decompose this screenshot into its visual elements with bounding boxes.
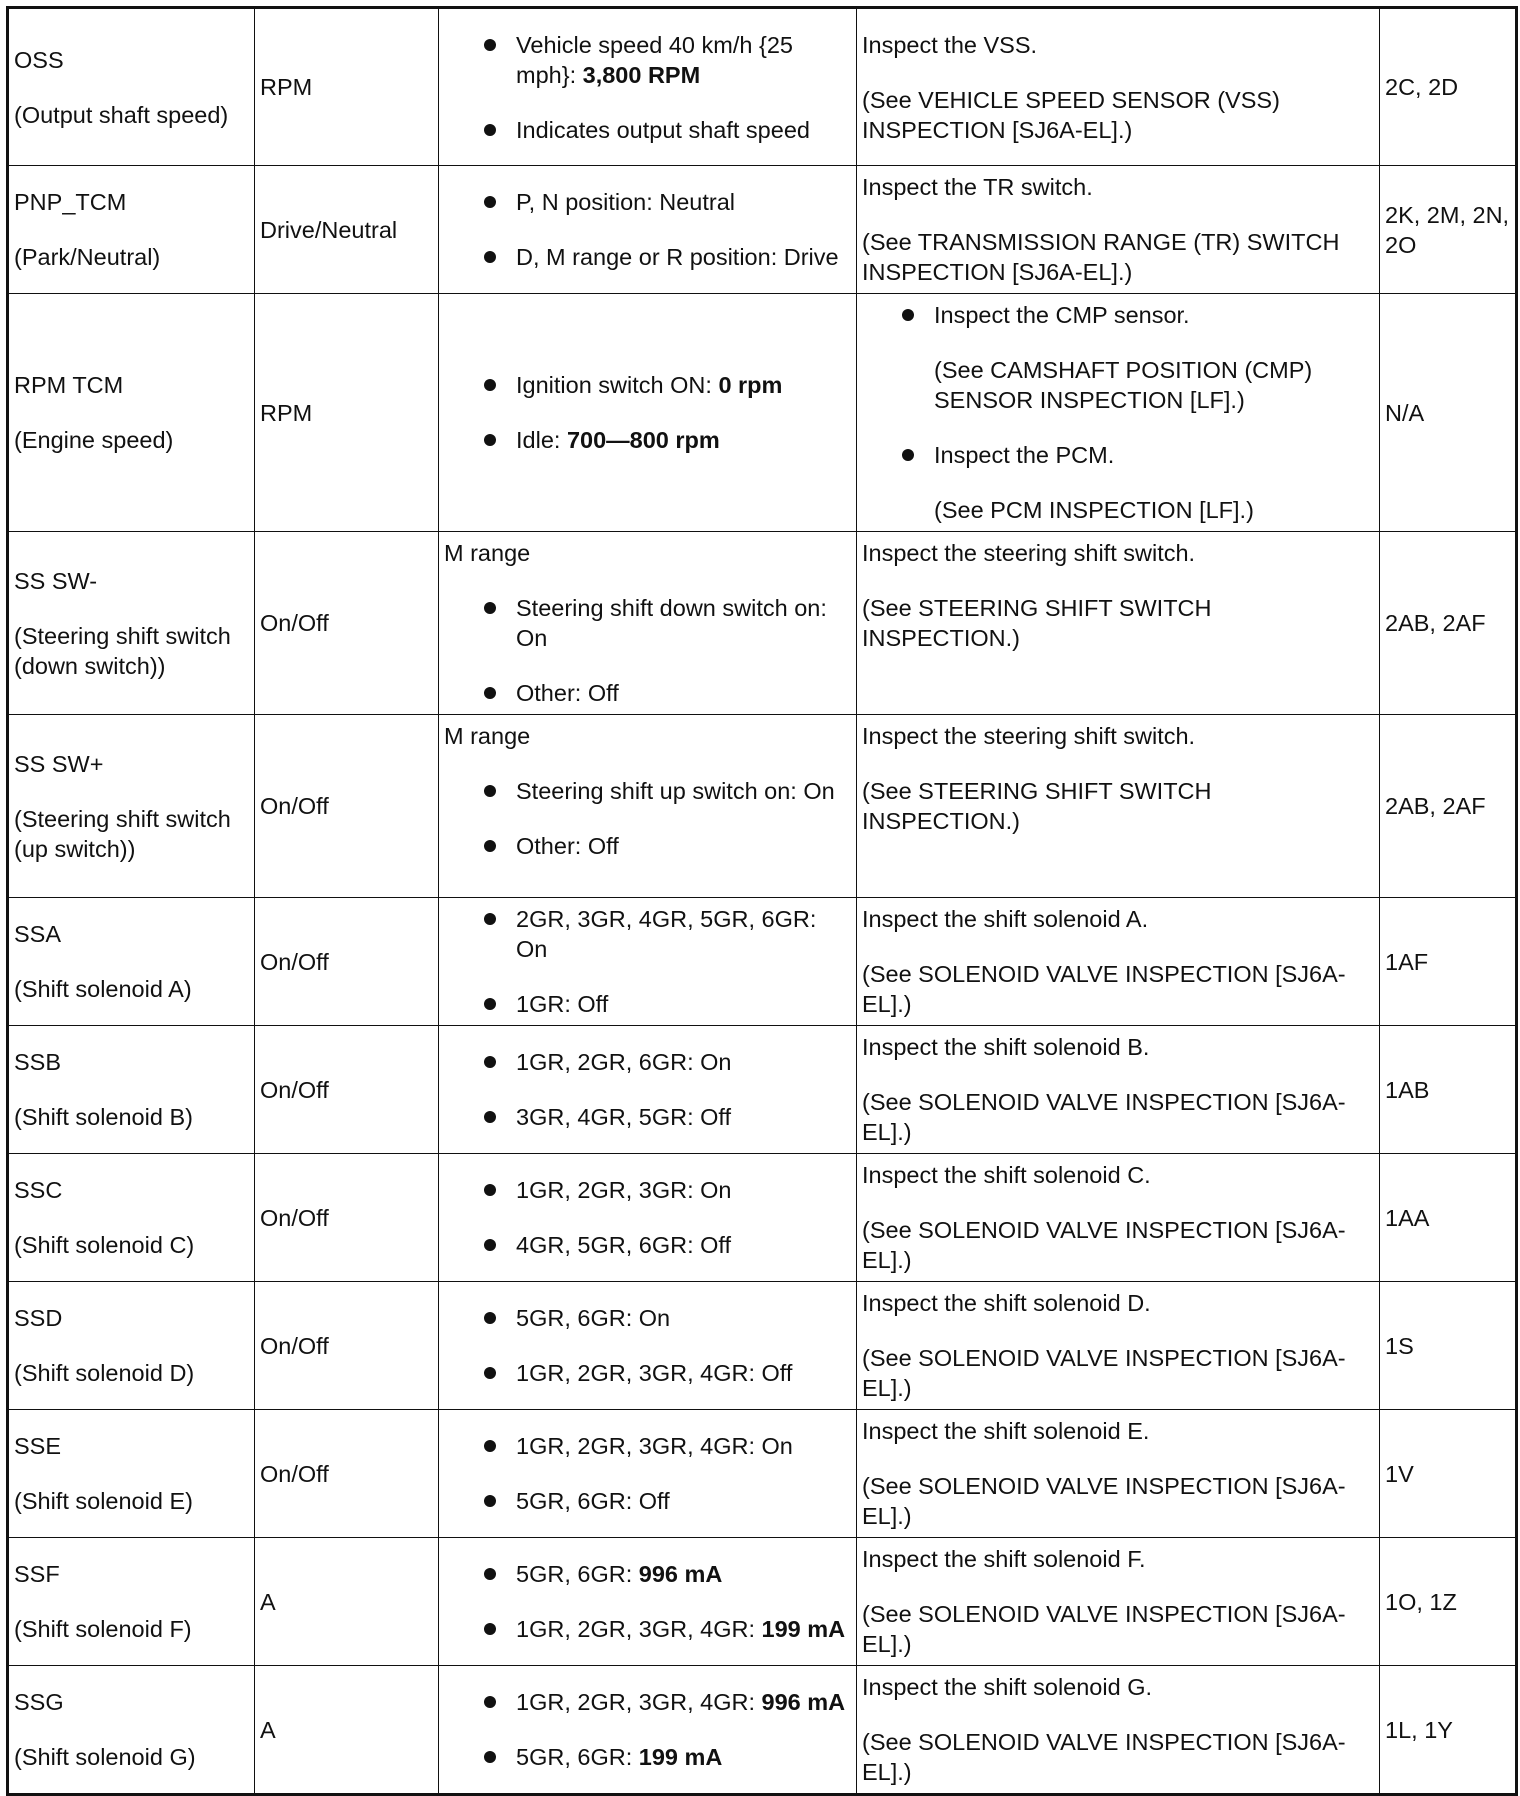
list-item [484, 1102, 851, 1132]
unit-cell: On/Off [255, 1026, 439, 1154]
item-name: SSE [14, 1433, 62, 1459]
range-text: 5GR, 6GR: [516, 1744, 639, 1770]
item-description: (Shift solenoid B) [14, 1104, 193, 1130]
list-item [484, 370, 851, 400]
range-text: 1GR, 2GR, 3GR, 4GR: Off [516, 1360, 793, 1386]
range-list [444, 776, 851, 861]
bullet-icon [484, 840, 496, 852]
item-cell [8, 166, 255, 294]
list-item [484, 1559, 851, 1589]
table-row [8, 1538, 1517, 1666]
item-cell [8, 898, 255, 1026]
bullet-icon [484, 1312, 496, 1324]
list-item [484, 1614, 851, 1644]
unit-cell: A [255, 1538, 439, 1666]
item-description: (Steering shift switch (up switch)) [14, 805, 231, 862]
inspection-cell [857, 1666, 1380, 1795]
range-cell [439, 1154, 857, 1282]
list-item [902, 300, 1374, 415]
range-cell [439, 1666, 857, 1795]
list-item [484, 1303, 851, 1333]
inspection-reference: (See SOLENOID VALVE INSPECTION [SJ6A-EL].) [862, 1601, 1346, 1657]
range-value: 3,800 RPM [582, 61, 701, 88]
bullet-icon [484, 602, 496, 614]
page [6, 6, 1515, 1796]
range-value: 0 rpm [718, 372, 783, 398]
bullet-icon [484, 39, 496, 51]
range-list [444, 370, 851, 455]
terminal-cell: 2AB, 2AF [1380, 715, 1517, 898]
list-item [484, 187, 851, 217]
list-item [484, 115, 851, 145]
terminal-cell: 1AB [1380, 1026, 1517, 1154]
item-description: (Output shaft speed) [14, 101, 229, 128]
table-row [8, 1154, 1517, 1282]
table-row [8, 8, 1517, 166]
item-description: (Park/Neutral) [14, 244, 161, 270]
item-name: RPM TCM [14, 372, 124, 398]
range-text: 1GR, 2GR, 3GR, 4GR: [516, 1616, 762, 1642]
list-item [484, 989, 851, 1019]
inspection-reference: (See STEERING SHIFT SWITCH INSPECTION.) [862, 778, 1212, 834]
item-cell [8, 8, 255, 166]
bullet-icon [484, 998, 496, 1010]
bullet-icon [484, 434, 496, 446]
inspection-reference: (See VEHICLE SPEED SENSOR (VSS) INSPECTION [SJ6A-EL].) [862, 86, 1280, 143]
inspection-text: Inspect the shift solenoid G. [862, 1674, 1152, 1700]
range-text: Vehicle speed 40 km/h {25 mph}: [516, 31, 793, 88]
range-value: 700—800 rpm [566, 427, 720, 453]
table-row [8, 294, 1517, 532]
range-text: D, M range or R position: Drive [516, 244, 839, 270]
list-item [484, 1230, 851, 1260]
range-intro: M range [444, 723, 531, 749]
range-cell [439, 294, 857, 532]
range-list [444, 30, 851, 145]
unit-cell: On/Off [255, 715, 439, 898]
table-row [8, 532, 1517, 715]
bullet-icon [484, 785, 496, 797]
inspection-cell [857, 715, 1380, 898]
unit-cell: RPM [255, 294, 439, 532]
item-cell [8, 1410, 255, 1538]
range-text: Indicates output shaft speed [516, 116, 810, 143]
item-cell [8, 1026, 255, 1154]
inspection-reference: (See SOLENOID VALVE INSPECTION [SJ6A-EL].) [862, 1089, 1346, 1145]
table-row [8, 1026, 1517, 1154]
list-item [484, 904, 851, 964]
list-item [484, 593, 851, 653]
range-text: 1GR, 2GR, 6GR: On [516, 1049, 732, 1075]
item-cell [8, 294, 255, 532]
range-text: Ignition switch ON: [516, 372, 719, 398]
inspection-text: Inspect the shift solenoid F. [862, 1546, 1146, 1572]
range-text: 4GR, 5GR, 6GR: Off [516, 1232, 732, 1258]
bullet-icon [484, 1239, 496, 1251]
table-row [8, 166, 1517, 294]
inspection-reference: (See TRANSMISSION RANGE (TR) SWITCH INSPECTION [SJ6A-EL].) [862, 229, 1340, 285]
range-list [444, 1175, 851, 1260]
inspection-reference: (See SOLENOID VALVE INSPECTION [SJ6A-EL].) [862, 1345, 1346, 1401]
list-item [484, 1687, 851, 1717]
range-value: 199 mA [761, 1616, 846, 1642]
inspection-text: Inspect the shift solenoid D. [862, 1290, 1151, 1316]
range-value: 199 mA [638, 1744, 723, 1770]
item-name: PNP_TCM [14, 189, 127, 215]
inspection-reference: (See SOLENOID VALVE INSPECTION [SJ6A-EL].) [862, 961, 1346, 1017]
item-name: SSC [14, 1177, 63, 1203]
inspection-reference: (See CAMSHAFT POSITION (CMP) SENSOR INSPECTION [LF].) [934, 357, 1313, 413]
item-description: (Shift solenoid A) [14, 976, 192, 1002]
item-description: (Steering shift switch (down switch)) [14, 622, 231, 679]
list-item [484, 1358, 851, 1388]
unit-cell: On/Off [255, 1282, 439, 1410]
inspection-text: Inspect the steering shift switch. [862, 723, 1196, 749]
inspection-text: Inspect the shift solenoid B. [862, 1034, 1150, 1060]
item-description: (Shift solenoid E) [14, 1488, 193, 1514]
terminal-cell: 2K, 2M, 2N, 2O [1380, 166, 1517, 294]
table-row [8, 1410, 1517, 1538]
list-item [484, 1047, 851, 1077]
range-text: 1GR, 2GR, 3GR, 4GR: [516, 1689, 762, 1715]
terminal-cell: 1AF [1380, 898, 1517, 1026]
range-cell [439, 1538, 857, 1666]
table-row [8, 715, 1517, 898]
bullet-icon [484, 1751, 496, 1763]
bullet-icon [484, 1495, 496, 1507]
terminal-cell: N/A [1380, 294, 1517, 532]
range-text: 1GR, 2GR, 3GR: On [516, 1177, 732, 1203]
range-text: 5GR, 6GR: [516, 1561, 639, 1587]
unit-cell: On/Off [255, 532, 439, 715]
unit-cell: A [255, 1666, 439, 1795]
unit-cell: RPM [255, 8, 439, 166]
unit-cell: On/Off [255, 1410, 439, 1538]
inspection-cell [857, 166, 1380, 294]
inspection-cell [857, 1154, 1380, 1282]
inspection-cell [857, 898, 1380, 1026]
range-list [444, 1559, 851, 1644]
unit-cell: On/Off [255, 898, 439, 1026]
item-name: SS SW+ [14, 750, 104, 777]
range-text: P, N position: Neutral [516, 189, 736, 215]
range-list [444, 593, 851, 708]
range-text: Steering shift up switch on: On [516, 778, 835, 804]
inspection-reference: (See SOLENOID VALVE INSPECTION [SJ6A-EL].) [862, 1217, 1346, 1273]
pid-inspection-table [6, 6, 1518, 1796]
terminal-cell: 1O, 1Z [1380, 1538, 1517, 1666]
item-name: SSA [14, 921, 62, 947]
inspection-text: Inspect the shift solenoid E. [862, 1418, 1150, 1444]
list-item [484, 1175, 851, 1205]
list-item [484, 425, 851, 455]
terminal-cell: 2AB, 2AF [1380, 532, 1517, 715]
inspection-text: Inspect the steering shift switch. [862, 540, 1196, 566]
item-description: (Shift solenoid D) [14, 1360, 195, 1386]
inspection-cell [857, 294, 1380, 532]
bullet-icon [484, 1696, 496, 1708]
list-item [902, 440, 1374, 525]
bullet-icon [902, 449, 914, 461]
list-item [484, 1742, 851, 1772]
range-cell [439, 532, 857, 715]
bullet-icon [484, 379, 496, 391]
range-text: 2GR, 3GR, 4GR, 5GR, 6GR: On [516, 906, 817, 962]
range-value: 996 mA [638, 1561, 723, 1587]
item-name: SS SW- [14, 567, 98, 594]
item-description: (Shift solenoid G) [14, 1744, 196, 1770]
inspection-cell [857, 1410, 1380, 1538]
list-item [484, 776, 851, 806]
list-item [484, 1431, 851, 1461]
bullet-icon [484, 1367, 496, 1379]
item-cell [8, 1282, 255, 1410]
range-list [444, 1687, 851, 1772]
range-cell [439, 715, 857, 898]
bullet-icon [484, 1184, 496, 1196]
range-list [444, 904, 851, 1019]
table-row [8, 1666, 1517, 1795]
item-name: SSB [14, 1049, 62, 1075]
bullet-icon [484, 913, 496, 925]
inspection-cell [857, 8, 1380, 166]
range-list [444, 1047, 851, 1132]
range-text: 5GR, 6GR: Off [516, 1488, 670, 1514]
range-list [444, 1431, 851, 1516]
terminal-cell: 1AA [1380, 1154, 1517, 1282]
range-cell [439, 166, 857, 294]
inspection-text: Inspect the VSS. [862, 31, 1038, 58]
item-name: SSF [14, 1561, 60, 1587]
list-item [484, 30, 851, 90]
inspection-cell [857, 1538, 1380, 1666]
unit-cell: Drive/Neutral [255, 166, 439, 294]
item-cell [8, 532, 255, 715]
range-text: 3GR, 4GR, 5GR: Off [516, 1104, 732, 1130]
inspection-text: Inspect the shift solenoid C. [862, 1162, 1151, 1188]
range-cell [439, 1026, 857, 1154]
range-cell [439, 1282, 857, 1410]
inspection-text: Inspect the PCM. [934, 442, 1115, 468]
inspection-list [862, 300, 1374, 525]
inspection-reference: (See SOLENOID VALVE INSPECTION [SJ6A-EL].) [862, 1729, 1346, 1785]
range-text: Idle: [516, 427, 567, 453]
item-description: (Engine speed) [14, 427, 174, 453]
bullet-icon [484, 1111, 496, 1123]
inspection-reference: (See PCM INSPECTION [LF].) [934, 497, 1254, 523]
range-text: 5GR, 6GR: On [516, 1305, 671, 1331]
bullet-icon [484, 1623, 496, 1635]
table-row [8, 898, 1517, 1026]
terminal-cell: 2C, 2D [1380, 8, 1517, 166]
range-text: 1GR: Off [516, 991, 609, 1017]
bullet-icon [484, 124, 496, 136]
inspection-cell [857, 1026, 1380, 1154]
range-text: 1GR, 2GR, 3GR, 4GR: On [516, 1433, 793, 1459]
bullet-icon [484, 1440, 496, 1452]
inspection-text: Inspect the shift solenoid A. [862, 906, 1149, 932]
inspection-cell [857, 532, 1380, 715]
item-description: (Shift solenoid F) [14, 1616, 192, 1642]
list-item [484, 831, 851, 861]
bullet-icon [484, 251, 496, 263]
inspection-reference: (See STEERING SHIFT SWITCH INSPECTION.) [862, 595, 1212, 651]
list-item [484, 242, 851, 272]
item-cell [8, 1666, 255, 1795]
range-list [444, 1303, 851, 1388]
bullet-icon [484, 1056, 496, 1068]
item-cell [8, 1538, 255, 1666]
item-name: SSD [14, 1305, 63, 1331]
item-cell [8, 1154, 255, 1282]
range-cell [439, 8, 857, 166]
range-intro: M range [444, 540, 531, 566]
bullet-icon [902, 309, 914, 321]
bullet-icon [484, 196, 496, 208]
range-text: Steering shift down switch on: On [516, 595, 827, 651]
range-value: 996 mA [761, 1689, 846, 1715]
bullet-icon [484, 1568, 496, 1580]
range-text: Other: Off [516, 833, 619, 859]
inspection-text: Inspect the TR switch. [862, 174, 1093, 200]
terminal-cell: 1L, 1Y [1380, 1666, 1517, 1795]
item-name: SSG [14, 1689, 64, 1715]
unit-cell: On/Off [255, 1154, 439, 1282]
list-item [484, 678, 851, 708]
item-cell [8, 715, 255, 898]
item-name: OSS [14, 46, 64, 73]
item-description: (Shift solenoid C) [14, 1232, 195, 1258]
range-cell [439, 1410, 857, 1538]
terminal-cell: 1S [1380, 1282, 1517, 1410]
inspection-text: Inspect the CMP sensor. [934, 302, 1190, 328]
table-row [8, 1282, 1517, 1410]
inspection-cell [857, 1282, 1380, 1410]
list-item [484, 1486, 851, 1516]
bullet-icon [484, 687, 496, 699]
terminal-cell: 1V [1380, 1410, 1517, 1538]
inspection-reference: (See SOLENOID VALVE INSPECTION [SJ6A-EL].) [862, 1473, 1346, 1529]
range-text: Other: Off [516, 680, 619, 706]
range-list [444, 187, 851, 272]
range-cell [439, 898, 857, 1026]
